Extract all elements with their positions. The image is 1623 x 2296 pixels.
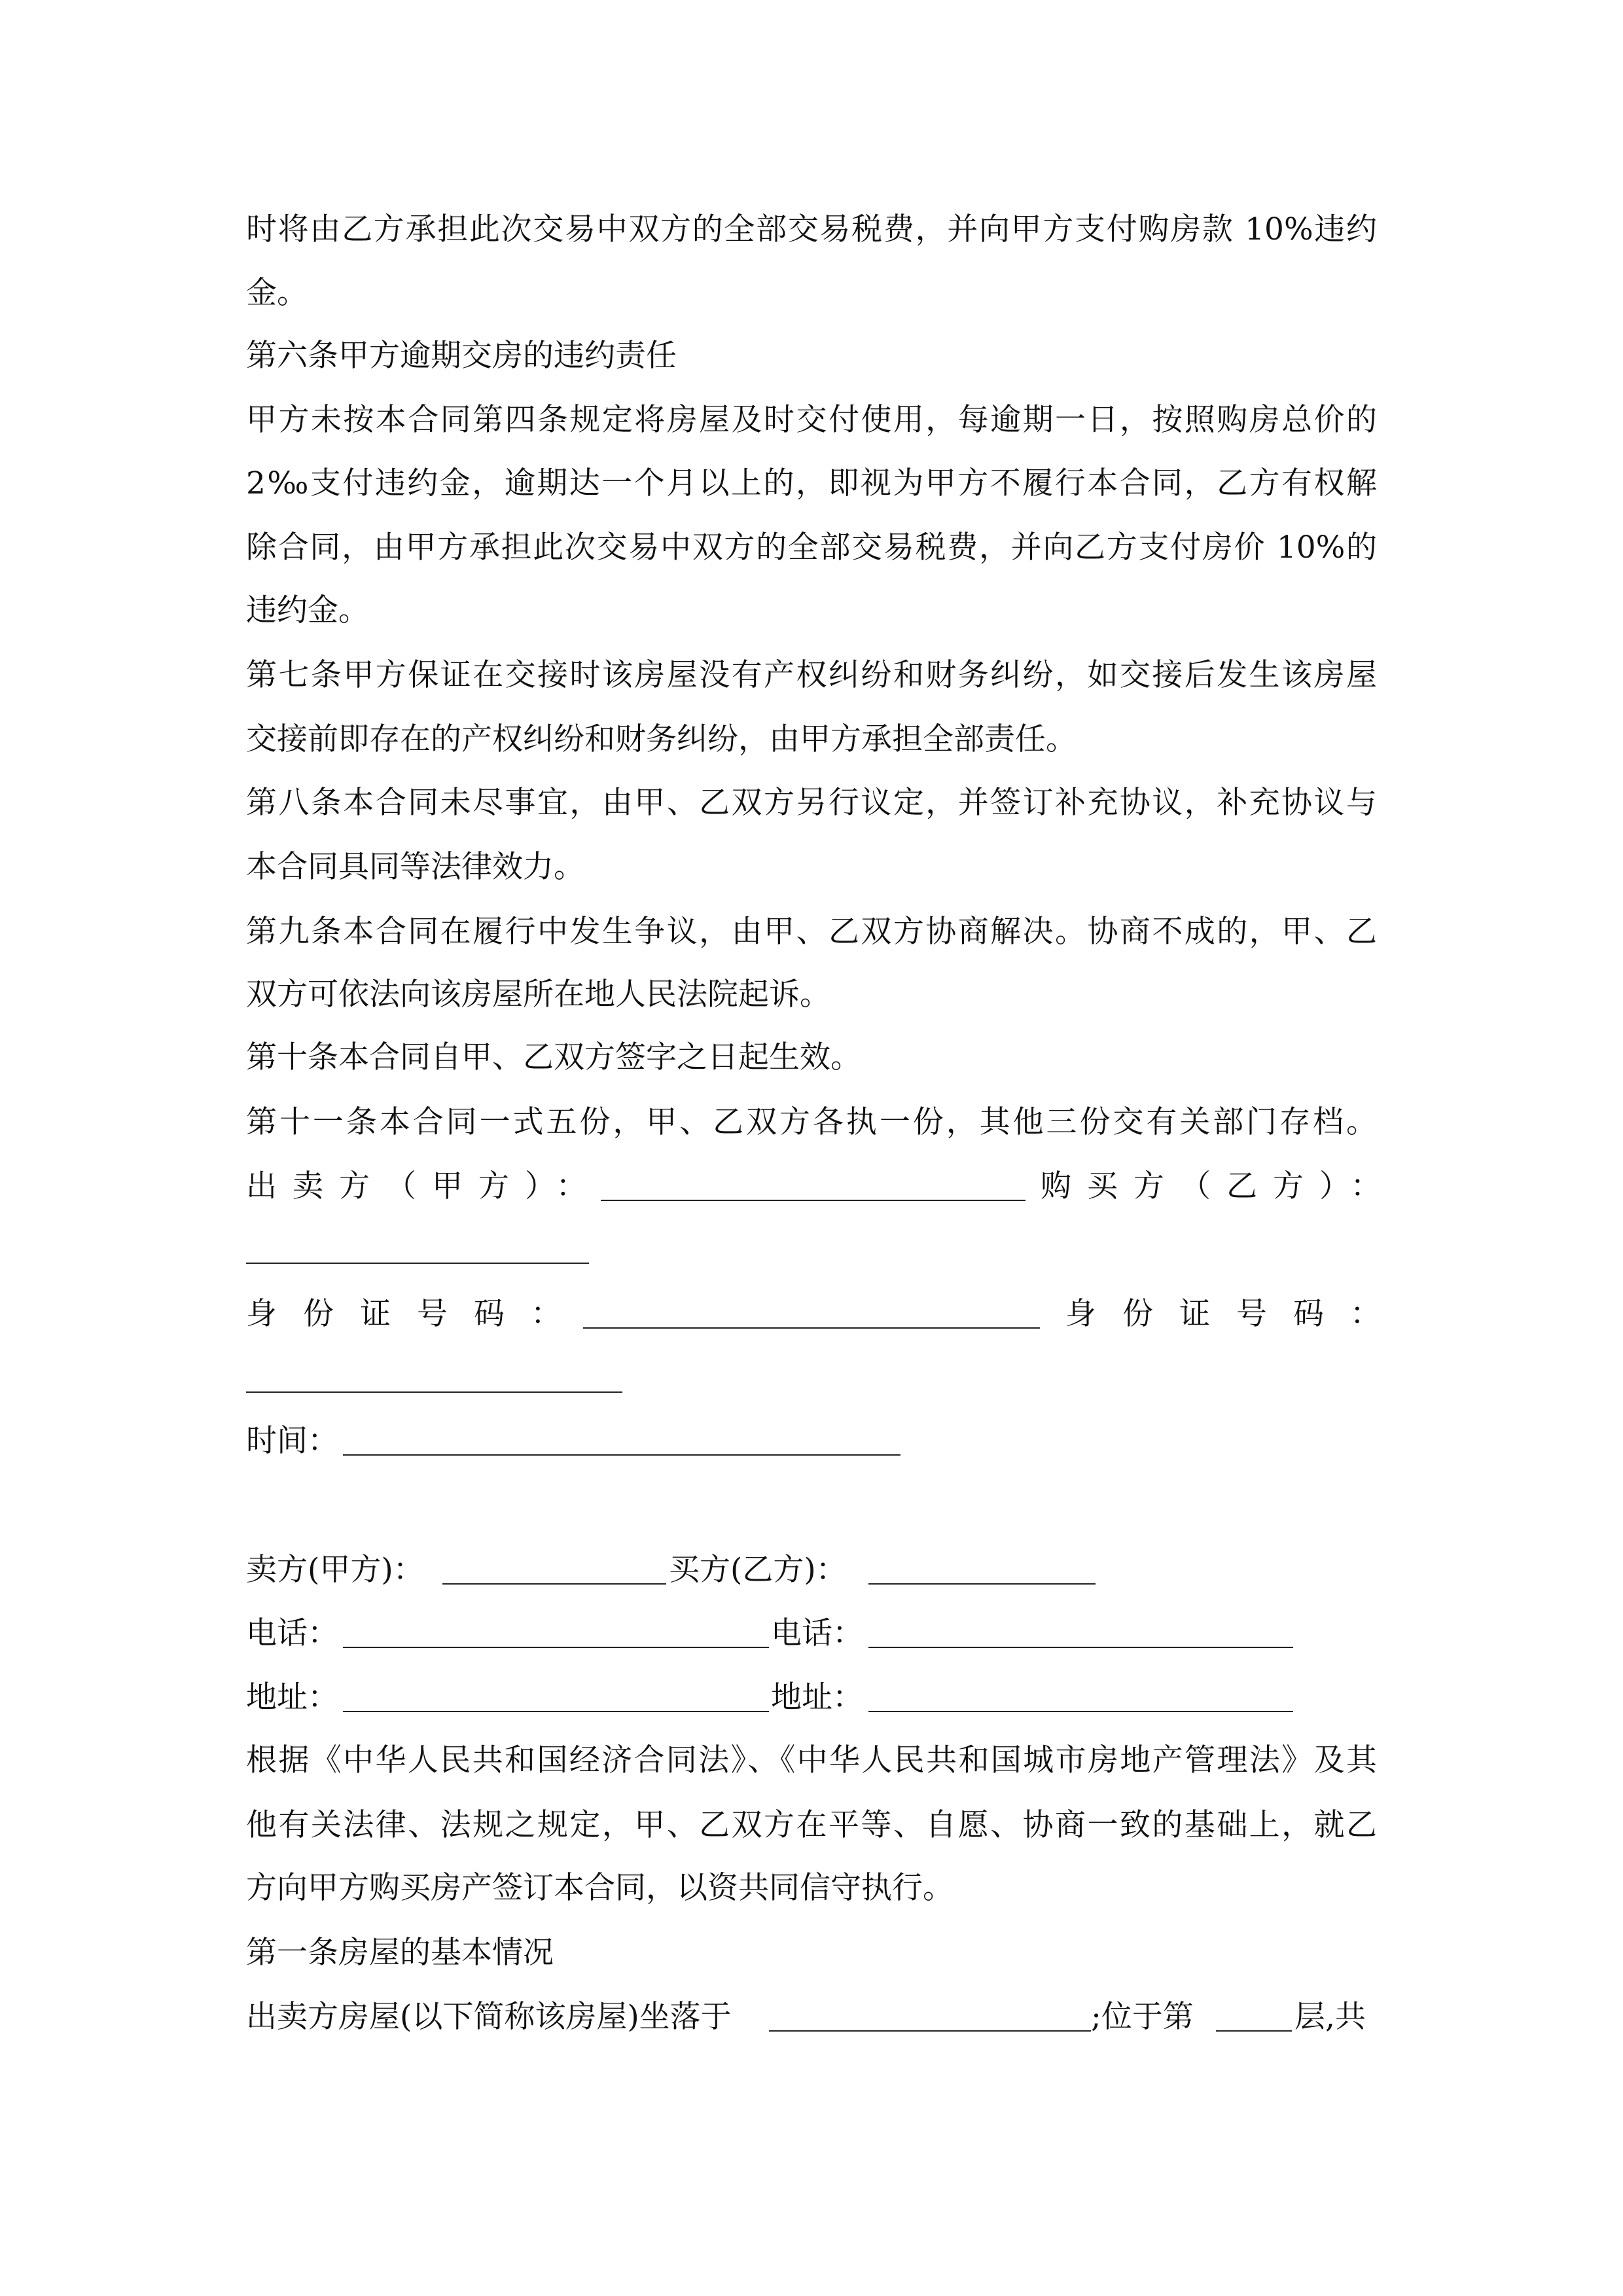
preamble-line: 方向甲方购买房产签订本合同，以资共同信守执行。 — [246, 1870, 954, 1906]
paragraph-line: 第十条本合同自甲、乙双方签字之日起生效。 — [246, 1039, 861, 1075]
paragraph-line: 违约金。 — [246, 592, 369, 628]
time-field[interactable] — [343, 1454, 901, 1456]
paragraph-line: 甲方未按本合同第四条规定将房屋及时交付使用，每逾期一日，按照购房总价的 — [246, 402, 1377, 438]
buyer-label: 购买方（乙方）： — [1041, 1168, 1397, 1204]
seller-signature-field[interactable] — [601, 1200, 1026, 1201]
buyer-id-field[interactable] — [246, 1391, 622, 1393]
party-seller-label: 卖方(甲方)： — [246, 1552, 424, 1588]
article-heading: 第一条房屋的基本情况 — [246, 1935, 554, 1971]
seller-address-label: 地址： — [246, 1679, 338, 1715]
buyer-phone-label: 电话： — [771, 1615, 863, 1651]
seller-address-field[interactable] — [343, 1711, 769, 1712]
paragraph-line: 第八条本合同未尽事宜，由甲、乙双方另行议定，并签订补充协议，补充协议与 — [246, 785, 1377, 821]
party-buyer-field[interactable] — [868, 1583, 1096, 1585]
buyer-address-label: 地址： — [771, 1679, 863, 1715]
floor-field[interactable] — [1216, 2030, 1292, 2032]
seller-id-label: 身份证号码： — [246, 1296, 588, 1332]
paragraph-line: 交接前即存在的产权纠纷和财务纠纷，由甲方承担全部责任。 — [246, 721, 1077, 757]
buyer-id-label: 身份证号码： — [1065, 1296, 1407, 1332]
paragraph-line: 金。 — [246, 275, 308, 311]
seller-label: 出卖方（甲方）： — [246, 1168, 603, 1204]
time-label: 时间： — [246, 1423, 338, 1459]
preamble-line: 根据《中华人民共和国经济合同法》、《中华人民共和国城市房地产管理法》及其 — [246, 1742, 1377, 1778]
buyer-signature-field[interactable] — [246, 1263, 589, 1264]
buyer-phone-field[interactable] — [868, 1647, 1293, 1648]
paragraph-line: 时将由乙方承担此次交易中双方的全部交易税费，并向甲方支付购房款 10%违约 — [246, 211, 1377, 247]
party-seller-field[interactable] — [442, 1583, 666, 1585]
article-heading: 第六条甲方逾期交房的违约责任 — [246, 338, 677, 374]
party-buyer-label: 买方(乙方)： — [669, 1552, 847, 1588]
seller-phone-label: 电话： — [246, 1615, 338, 1651]
buyer-address-field[interactable] — [868, 1711, 1293, 1712]
preamble-line: 他有关法律、法规之规定，甲、乙双方在平等、自愿、协商一致的基础上，就乙 — [246, 1807, 1377, 1843]
seller-id-field[interactable] — [583, 1327, 1040, 1329]
article1-text-a: 出卖方房屋(以下简称该房屋)坐落于 — [246, 1999, 732, 2035]
paragraph-line: 除合同，由甲方承担此次交易中双方的全部交易税费，并向乙方支付房价 10%的 — [246, 529, 1377, 565]
paragraph-line: 本合同具同等法律效力。 — [246, 849, 584, 885]
paragraph-line: 双方可依法向该房屋所在地人民法院起诉。 — [246, 977, 830, 1013]
paragraph-line: 第七条甲方保证在交接时该房屋没有产权纠纷和财务纠纷，如交接后发生该房屋 — [246, 657, 1377, 693]
paragraph-line: 第九条本合同在履行中发生争议，由甲、乙双方协商解决。协商不成的，甲、乙 — [246, 914, 1377, 950]
location-field[interactable] — [769, 2030, 1091, 2032]
paragraph-line: 2‰支付违约金，逾期达一个月以上的，即视为甲方不履行本合同，乙方有权解 — [246, 465, 1377, 501]
article1-text-b: ;位于第 — [1091, 1999, 1194, 2035]
article1-text-c: 层,共 — [1294, 1999, 1366, 2035]
paragraph-line: 第十一条本合同一式五份，甲、乙双方各执一份，其他三份交有关部门存档。 — [246, 1104, 1377, 1140]
seller-phone-field[interactable] — [343, 1647, 769, 1648]
